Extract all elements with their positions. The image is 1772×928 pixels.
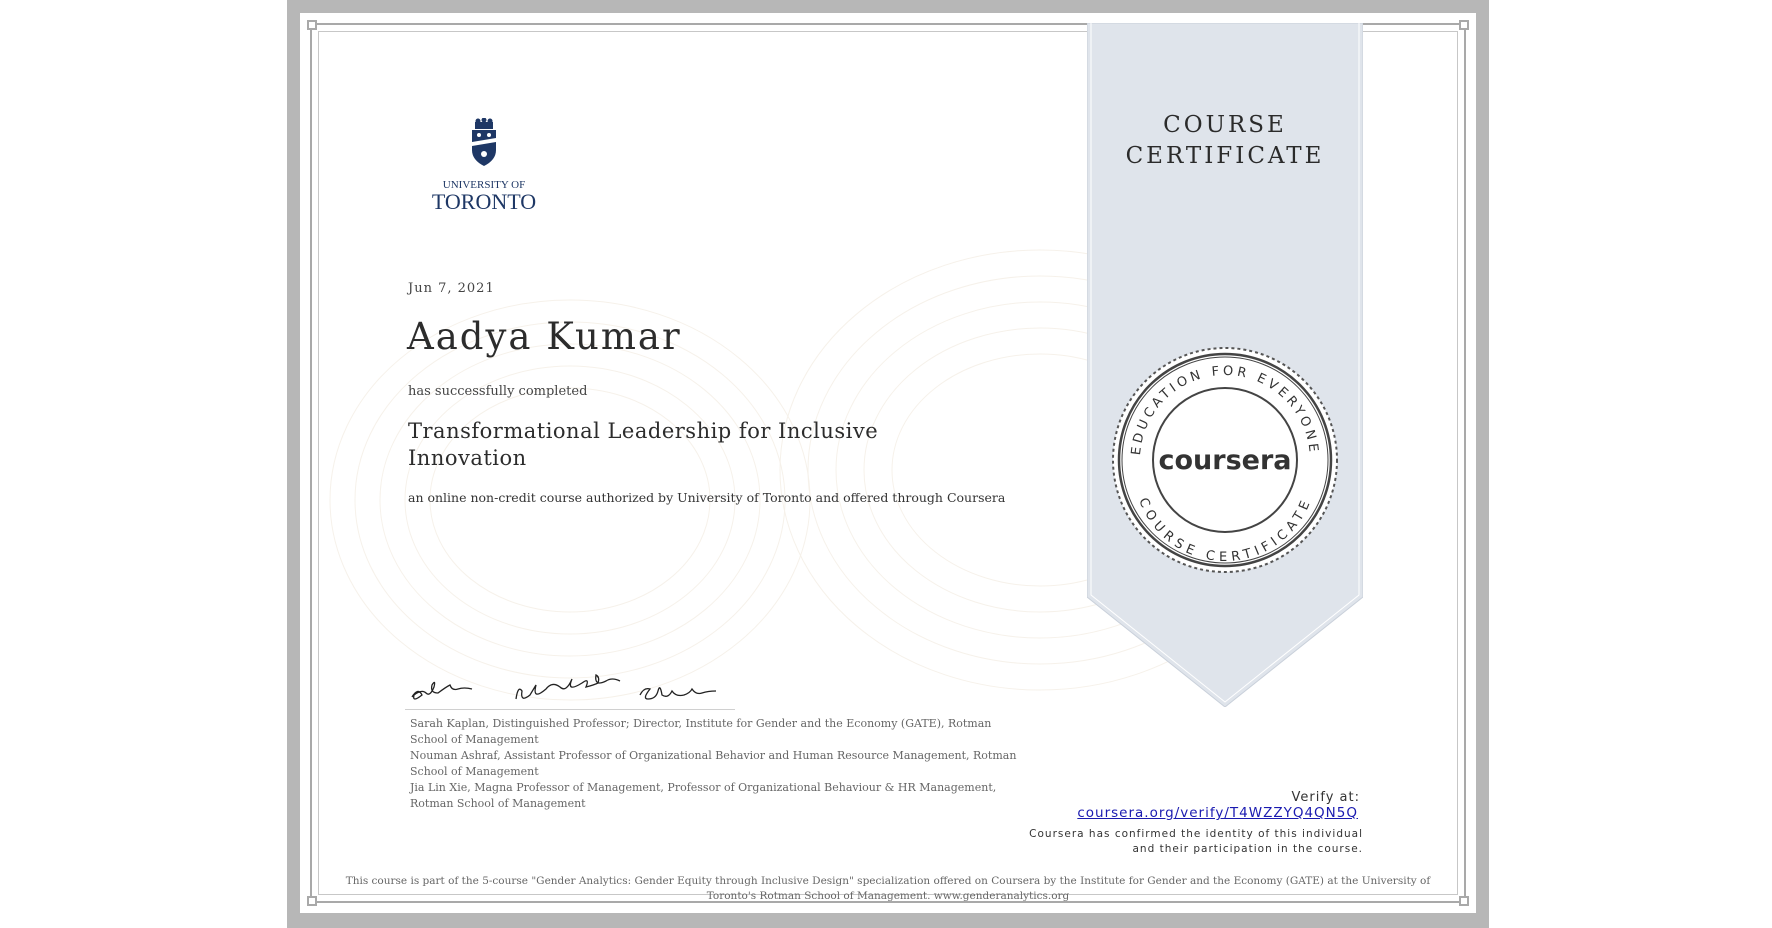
- signatory: Nouman Ashraf, Assistant Professor of Organizational Behavior and Human Resource Management, Rotman School of Management: [410, 749, 1017, 778]
- coursera-wordmark: coursera: [1158, 445, 1292, 476]
- signature: [516, 675, 620, 699]
- specialization-footer: This course is part of the 5-course "Gender Analytics: Gender Equity through Inclusive Design" specialization offered on Coursera by the Institute for Gender and the Economy (GATE) at the University of Toronto's Rotman School of Management. www.genderanalytics.org: [345, 875, 1431, 902]
- course-title: Transformational Leadership for Inclusive Innovation: [408, 419, 879, 470]
- logo-line-1: UNIVERSITY OF: [442, 179, 526, 191]
- coursera-seal: [1110, 345, 1340, 575]
- verify-label: Verify at:: [1291, 790, 1360, 805]
- ribbon-title-line: COURSE: [1163, 112, 1287, 138]
- recipient-name: Aadya Kumar: [407, 315, 682, 358]
- logo-line-2: TORONTO: [431, 189, 537, 214]
- signatory: Jia Lin Xie, Magna Professor of Management, Professor of Organizational Behaviour & HR Management, Rotman School of Management: [410, 781, 997, 810]
- corner-ornament: [307, 20, 317, 30]
- seal-bottom-text: COURSE CERTIFICATE: [1135, 495, 1315, 565]
- corner-ornament: [1459, 896, 1469, 906]
- seal-top-text: EDUCATION FOR EVERYONE: [1128, 363, 1322, 457]
- authorization-statement: an online non-credit course authorized by University of Toronto and offered through Coursera: [408, 490, 1006, 505]
- signature: [412, 682, 472, 699]
- signature: [640, 688, 716, 699]
- signatures: [408, 665, 738, 713]
- ribbon-title-line: CERTIFICATE: [1125, 143, 1325, 169]
- corner-ornament: [1459, 20, 1469, 30]
- signatories-list: [410, 716, 1030, 812]
- corner-ornament: [307, 896, 317, 906]
- signature-rule: [405, 709, 735, 710]
- verification-note: Coursera has confirmed the identity of this individual and their participation in the course.: [1029, 828, 1363, 855]
- completion-statement: has successfully completed: [408, 384, 588, 399]
- verify-link[interactable]: coursera.org/verify/T4WZZYQ4QN5Q: [1077, 805, 1358, 821]
- university-logo: [418, 118, 550, 218]
- certificate-type-title: [1087, 110, 1363, 172]
- signatory: Sarah Kaplan, Distinguished Professor; Director, Institute for Gender and the Economy (GATE), Rotman School of Management: [410, 717, 992, 746]
- completion-date: Jun 7, 2021: [408, 281, 495, 296]
